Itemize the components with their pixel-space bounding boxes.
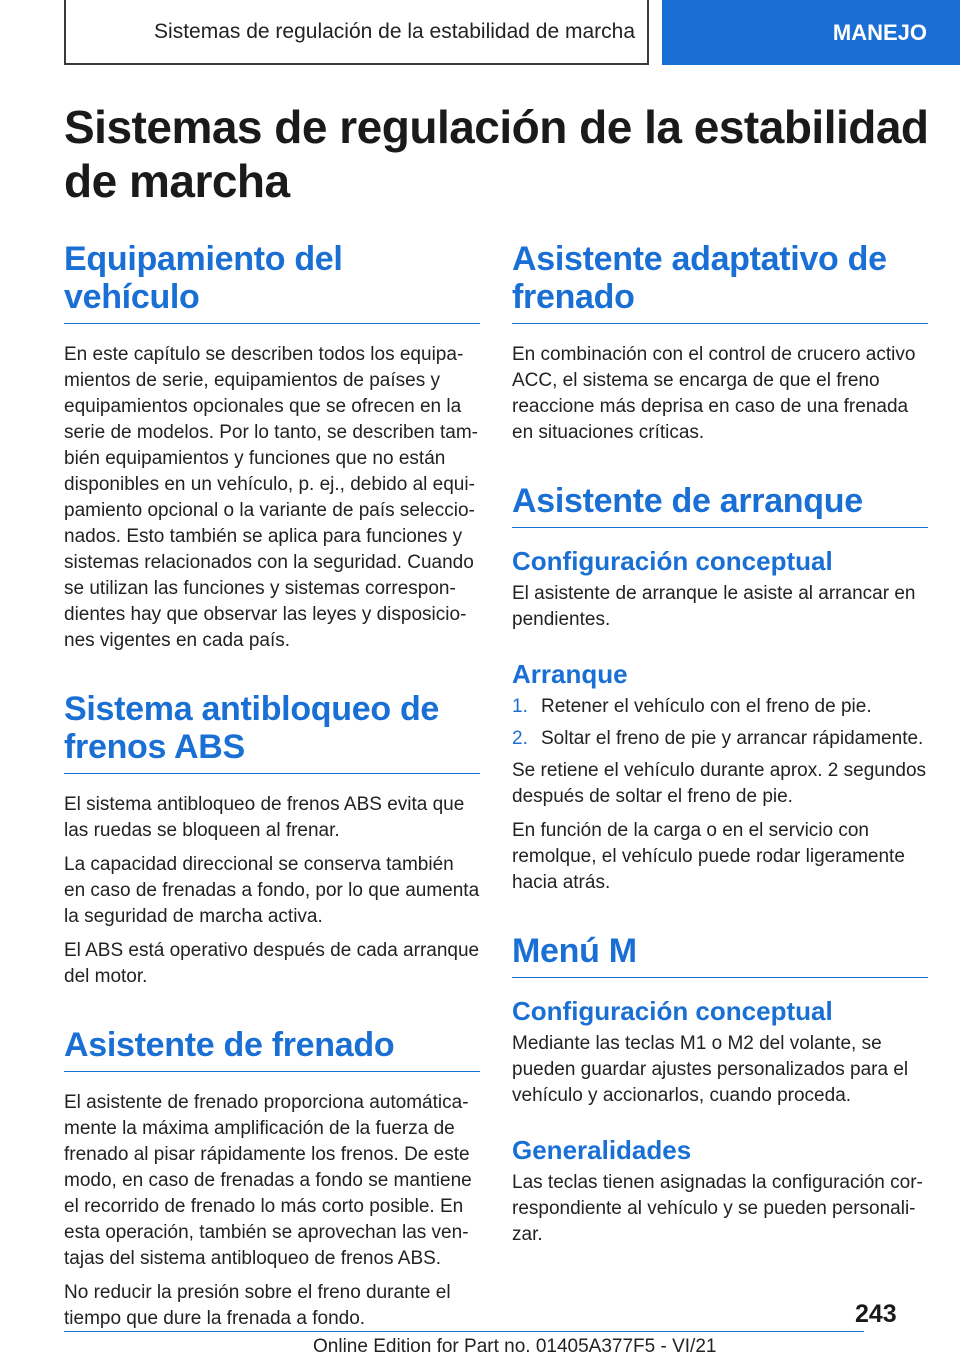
paragraph-generalidades: Las teclas tienen asignadas la configuración correspondiente al vehículo y se pueden personalizar. <box>512 1172 923 1245</box>
heading-abs: Sistema antibloqueo de frenos ABS <box>64 690 480 774</box>
footer-edition: Online Edition for Part no. 01405A377F5 - VI/21 <box>313 1336 717 1357</box>
step-text: Retener el vehículo con el freno de pie. <box>541 696 872 717</box>
paragraph-equipamiento: En este capítulo se describen todos los equipamientos de serie, equipamientos de países y equipamientos opcionales que se ofrecen en la serie de modelos. Por lo tanto, se describen también equipamientos y funciones que no están disponibles en un vehículo, p. ej., debido al equipamiento opcional o la variante de país seleccionados. Esto también se aplica para funciones y sistemas relacionados con la seguridad. Cuando se utilizan las funciones y sistemas correspondientes hay que observar las leyes y disposiciones vigentes en cada país. <box>64 344 478 651</box>
running-header <box>64 0 649 65</box>
step-text: Soltar el freno de pie y arrancar rápidamente. <box>541 728 924 749</box>
paragraph-adaptativo: En combinación con el control de crucero activo ACC, el sistema se encarga de que el freno reaccione más deprisa en caso de una frenada en situaciones críticas. <box>512 344 916 443</box>
left-column <box>64 240 480 1340</box>
footer-divider <box>64 1331 864 1332</box>
heading-asistente-arranque: Asistente de arranque <box>512 482 928 528</box>
step-number: 1. <box>512 696 528 717</box>
heading-asistente-adaptativo: Asistente adaptativo de frenado <box>512 240 928 324</box>
paragraph-abs-1: El sistema antibloqueo de frenos ABS evita que las ruedas se bloqueen al frenar. <box>64 794 465 841</box>
page-title: Sistemas de regulación de la estabilidad de marcha <box>64 101 929 207</box>
subheading-menu-m-configuracion: Configuración conceptual <box>512 996 833 1026</box>
list-item <box>512 726 928 752</box>
heading-menu-m: Menú M <box>512 932 928 978</box>
step-number: 2. <box>512 728 528 749</box>
subheading-generalidades: Generalidades <box>512 1135 692 1165</box>
paragraph-arranque-2: Se retiene el vehículo durante aprox. 2 segundos después de soltar el freno de pie. <box>512 760 927 807</box>
chapter-tab[interactable] <box>662 0 960 65</box>
paragraph-abs-2: La capacidad direccional se conserva también en caso de frenadas a fondo, por lo que aumenta la seguridad de marcha activa. <box>64 854 480 927</box>
page-number: 243 <box>855 1300 897 1328</box>
paragraph-arranque-configuracion: El asistente de arranque le asiste al arrancar en pendientes. <box>512 583 916 630</box>
paragraph-frenado-1: El asistente de frenado proporciona automáticamente la máxima amplificación de la fuerza de frenado al pisar rápidamente los frenos. De este modo, en caso de frenadas a fondo se mantiene el recorrido de frenado lo más corto posible. En esta operación, también se aprovechan las ventajas del sistema antibloqueo de frenos ABS. <box>64 1092 472 1269</box>
running-header-title: Sistemas de regulación de la estabilidad de marcha <box>154 19 635 43</box>
subheading-arranque: Arranque <box>512 659 628 689</box>
arranque-steps-list <box>512 694 928 752</box>
heading-asistente-frenado: Asistente de frenado <box>64 1026 480 1072</box>
paragraph-menu-m-configuracion: Mediante las teclas M1 o M2 del volante, se pueden guardar ajustes personalizados para el vehículo y accionarlos, cuando proceda. <box>512 1033 909 1106</box>
right-column <box>512 240 928 1256</box>
paragraph-frenado-2: No reducir la presión sobre el freno durante el tiempo que dure la frenada a fondo. <box>64 1282 451 1329</box>
subheading-arranque-configuracion: Configuración conceptual <box>512 546 833 576</box>
list-item <box>512 694 928 720</box>
chapter-tab-label: MANEJO <box>832 19 927 45</box>
heading-equipamiento: Equipamiento del vehículo <box>64 240 480 324</box>
paragraph-arranque-3: En función de la carga o en el servicio con remolque, el vehículo puede rodar ligeramente hacia atrás. <box>512 820 905 893</box>
paragraph-abs-3: El ABS está operativo después de cada arranque del motor. <box>64 940 480 987</box>
